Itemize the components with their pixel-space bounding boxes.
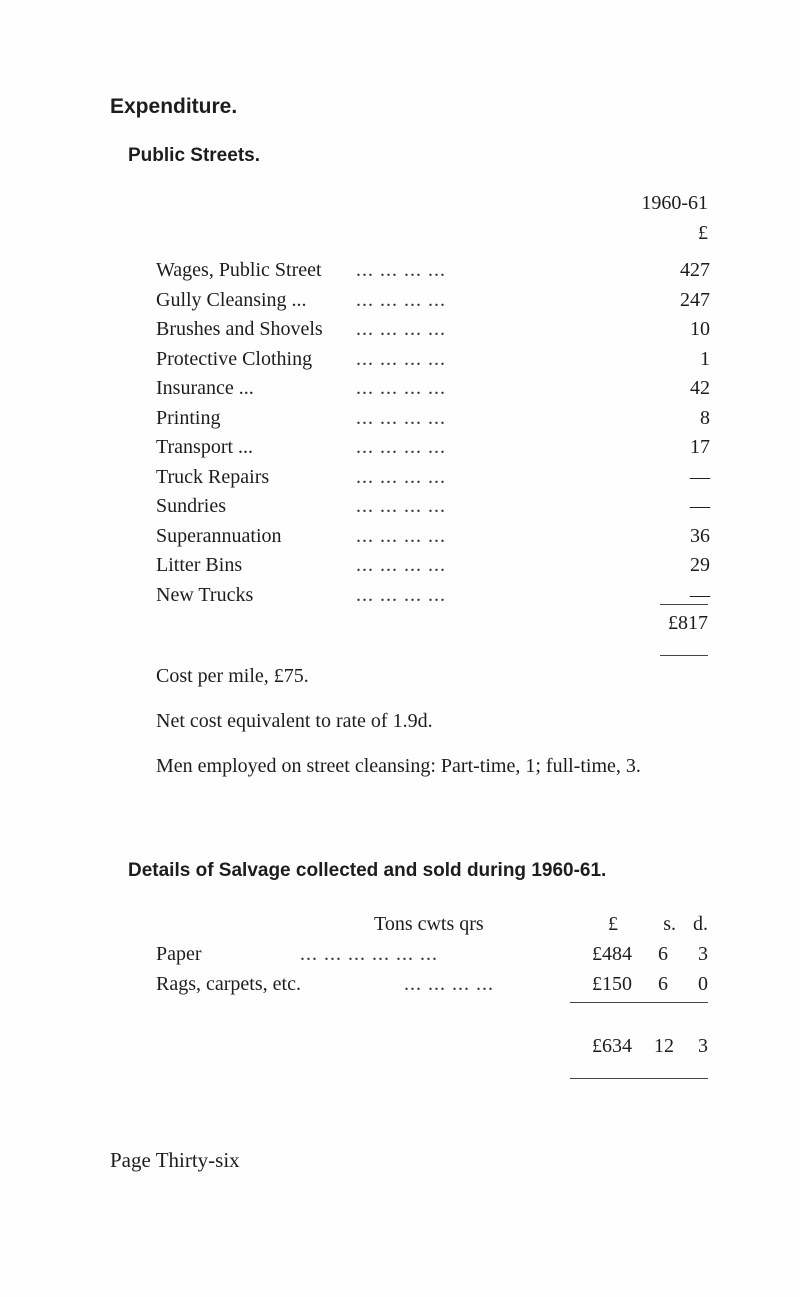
leader-dots: ... ... ... ... bbox=[356, 524, 446, 547]
salvage-row-label: Paper bbox=[156, 943, 202, 965]
currency-column-header: £ bbox=[698, 222, 708, 244]
salvage-row-shillings: 6 bbox=[658, 973, 668, 995]
expenditure-amount: — bbox=[690, 465, 710, 488]
expenditure-label: Insurance ... bbox=[156, 377, 254, 399]
leader-dots: ... ... ... ... bbox=[356, 436, 446, 458]
expenditure-amount: — bbox=[690, 583, 710, 606]
salvage-row-pounds: £484 bbox=[592, 943, 632, 965]
salvage-row-pence: 0 bbox=[698, 973, 708, 995]
expenditure-amount: 247 bbox=[680, 288, 710, 311]
expenditure-row bbox=[156, 581, 710, 611]
salvage-row-shillings: 6 bbox=[658, 943, 668, 965]
salvage-col-pounds-header: £ bbox=[608, 913, 618, 935]
expenditure-amount: 17 bbox=[690, 436, 710, 458]
men-employed-note: Men employed on street cleansing: Part-time, 1; full-time, 3. bbox=[156, 755, 641, 777]
salvage-total-shillings: 12 bbox=[654, 1035, 674, 1057]
leader-dots: ... ... ... ... bbox=[356, 465, 446, 488]
salvage-col-shillings-header: s. bbox=[663, 913, 676, 935]
section-heading-public-streets: Public Streets. bbox=[128, 145, 260, 166]
expenditure-amount: 1 bbox=[700, 347, 710, 370]
salvage-total-rule-top bbox=[570, 1002, 708, 1003]
expenditure-row bbox=[156, 463, 710, 493]
expenditure-list bbox=[156, 256, 710, 610]
expenditure-amount: 42 bbox=[690, 377, 710, 399]
page-heading: Expenditure. bbox=[110, 95, 238, 118]
leader-dots: ... ... ... ... bbox=[356, 347, 446, 370]
leader-dots: ... ... ... ... ... ... bbox=[300, 943, 438, 965]
total-rule-bottom bbox=[660, 655, 708, 656]
expenditure-label: Wages, Public Street bbox=[156, 259, 322, 281]
expenditure-row bbox=[156, 522, 710, 552]
leader-dots: ... ... ... ... bbox=[356, 406, 446, 429]
expenditure-label: Truck Repairs bbox=[156, 465, 270, 488]
leader-dots: ... ... ... ... bbox=[356, 288, 446, 311]
expenditure-row bbox=[156, 374, 710, 404]
salvage-col-tons-header: Tons cwts qrs bbox=[374, 913, 484, 935]
leader-dots: ... ... ... ... bbox=[356, 377, 446, 399]
salvage-total-pounds: £634 bbox=[592, 1035, 632, 1057]
salvage-total-rule-bottom bbox=[570, 1078, 708, 1079]
expenditure-label: New Trucks bbox=[156, 583, 254, 606]
expenditure-amount: 10 bbox=[690, 318, 710, 340]
expenditure-row bbox=[156, 256, 710, 286]
expenditure-label: Gully Cleansing ... bbox=[156, 288, 307, 311]
expenditure-row bbox=[156, 492, 710, 522]
expenditure-amount: — bbox=[690, 495, 710, 517]
expenditure-label: Transport ... bbox=[156, 436, 254, 458]
expenditure-row bbox=[156, 404, 710, 434]
cost-per-mile: Cost per mile, £75. bbox=[156, 665, 309, 687]
salvage-row-label: Rags, carpets, etc. bbox=[156, 973, 301, 995]
salvage-total-pence: 3 bbox=[698, 1035, 708, 1057]
leader-dots: ... ... ... ... bbox=[404, 973, 494, 995]
expenditure-row bbox=[156, 286, 710, 316]
leader-dots: ... ... ... ... bbox=[356, 583, 446, 606]
salvage-heading: Details of Salvage collected and sold during 1960-61. bbox=[128, 860, 607, 881]
page-footer: Page Thirty-six bbox=[110, 1148, 240, 1172]
expenditure-label: Litter Bins bbox=[156, 554, 243, 576]
expenditure-label: Brushes and Shovels bbox=[156, 318, 323, 340]
expenditure-label: Protective Clothing bbox=[156, 347, 313, 370]
net-cost-note: Net cost equivalent to rate of 1.9d. bbox=[156, 710, 433, 732]
salvage-row-pence: 3 bbox=[698, 943, 708, 965]
expenditure-row bbox=[156, 433, 710, 463]
expenditure-row bbox=[156, 315, 710, 345]
leader-dots: ... ... ... ... bbox=[356, 318, 446, 340]
expenditure-label: Sundries bbox=[156, 495, 226, 517]
leader-dots: ... ... ... ... bbox=[356, 495, 446, 517]
expenditure-total: £817 bbox=[668, 612, 708, 634]
salvage-col-pence-header: d. bbox=[693, 913, 708, 935]
leader-dots: ... ... ... ... bbox=[356, 554, 446, 576]
salvage-row-pounds: £150 bbox=[592, 973, 632, 995]
year-column-header: 1960-61 bbox=[641, 192, 708, 214]
expenditure-row bbox=[156, 551, 710, 581]
expenditure-label: Printing bbox=[156, 406, 221, 429]
expenditure-amount: 8 bbox=[700, 406, 710, 429]
leader-dots: ... ... ... ... bbox=[356, 259, 446, 281]
expenditure-row bbox=[156, 345, 710, 375]
expenditure-label: Superannuation bbox=[156, 524, 282, 547]
expenditure-amount: 36 bbox=[690, 524, 710, 547]
expenditure-amount: 427 bbox=[680, 259, 710, 281]
expenditure-amount: 29 bbox=[690, 554, 710, 576]
total-rule-top bbox=[660, 604, 708, 605]
